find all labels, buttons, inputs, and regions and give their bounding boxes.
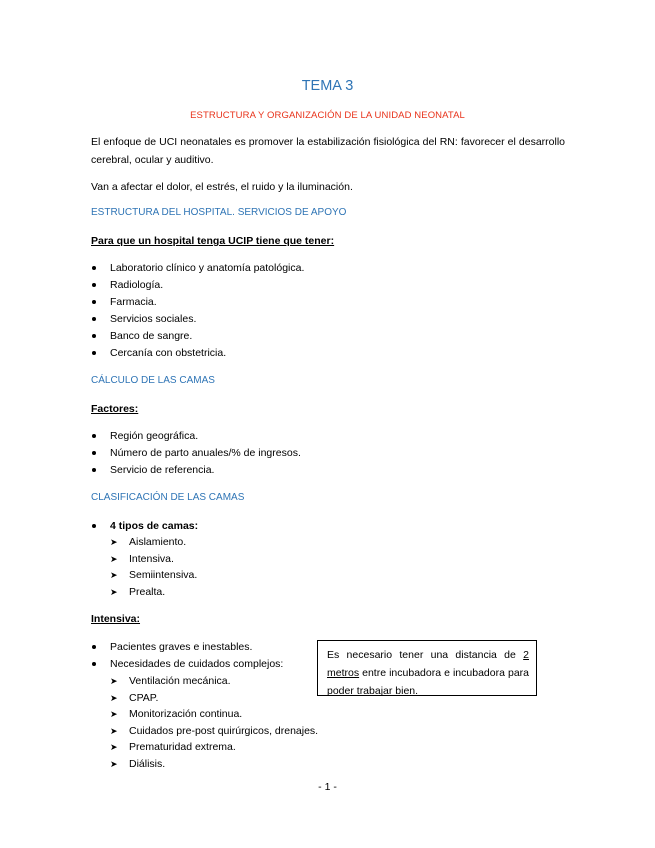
bullet-icon <box>92 334 96 338</box>
factores-list <box>91 428 301 479</box>
section-heading-clasificacion: CLASIFICACIÓN DE LAS CAMAS <box>91 492 245 503</box>
arrow-right-icon: ➤ <box>110 537 118 547</box>
intro-paragraph: El enfoque de UCI neonatales es promover la estabilización fisiológica del RN: favorecer el desarrollo cerebral, ocular y auditivo. <box>91 136 565 166</box>
list-item: Región geográfica. <box>91 428 301 445</box>
list-item: Banco de sangre. <box>91 328 304 345</box>
note-box <box>317 640 537 696</box>
bullet-icon <box>92 662 96 666</box>
list-item: ➤ Prematuridad extrema. <box>110 739 318 756</box>
list-item: 4 tipos de camas: <box>91 518 198 535</box>
arrow-right-icon: ➤ <box>110 570 118 580</box>
bullet-icon <box>92 283 96 287</box>
list-item: Número de parto anuales/% de ingresos. <box>91 445 301 462</box>
subheading-hospital: Para que un hospital tenga UCIP tiene que tener: <box>91 235 335 247</box>
list-item: ➤ Monitorización continua. <box>110 706 318 723</box>
list-item: Radiología. <box>91 277 304 294</box>
cuidados-list <box>110 673 318 772</box>
list-item: Laboratorio clínico y anatomía patológica. <box>91 260 304 277</box>
list-item: Necesidades de cuidados complejos: <box>91 656 283 673</box>
arrow-right-icon: ➤ <box>110 725 118 736</box>
section-heading-camas: CÁLCULO DE LAS CAMAS <box>91 375 215 386</box>
bullet-icon <box>92 351 96 355</box>
bullet-icon <box>92 434 96 438</box>
arrow-right-icon: ➤ <box>110 553 118 564</box>
page-subtitle: ESTRUCTURA Y ORGANIZACIÓN DE LA UNIDAD NEONATAL <box>190 110 465 121</box>
page-number: - 1 - <box>318 781 337 793</box>
subheading-intensiva: Intensiva: <box>91 613 141 625</box>
bullet-icon <box>92 468 96 472</box>
bullet-icon <box>92 524 96 528</box>
list-item: ➤ Diálisis. <box>110 756 318 773</box>
section-heading-hospital: ESTRUCTURA DEL HOSPITAL. SERVICIOS DE APOYO <box>91 207 347 218</box>
list-item: ➤ Prealta. <box>110 584 197 601</box>
list-item: ➤ Cuidados pre-post quirúrgicos, drenajes. <box>110 723 318 740</box>
list-item: Cercanía con obstetricia. <box>91 345 304 362</box>
bullet-icon <box>92 645 96 649</box>
intro-paragraph-2: Van a afectar el dolor, el estrés, el ruido y la iluminación. <box>91 181 353 193</box>
arrow-right-icon: ➤ <box>110 676 118 686</box>
list-item: Pacientes graves e inestables. <box>91 639 283 656</box>
arrow-right-icon: ➤ <box>110 742 118 752</box>
clasificacion-list <box>91 518 198 535</box>
list-item: ➤ CPAP. <box>110 690 318 707</box>
bullet-icon <box>92 300 96 304</box>
bullet-icon <box>92 451 96 455</box>
intensiva-list <box>91 639 283 673</box>
arrow-right-icon: ➤ <box>110 758 118 769</box>
list-item: Farmacia. <box>91 294 304 311</box>
note-text-after: entre incubadora e incubadora para poder trabajar bien. <box>327 667 529 697</box>
bullet-icon <box>92 317 96 321</box>
list-item: ➤ Semiintensiva. <box>110 567 197 584</box>
list-item: ➤ Intensiva. <box>110 551 197 568</box>
arrow-right-icon: ➤ <box>110 586 118 597</box>
arrow-right-icon: ➤ <box>110 692 118 703</box>
hospital-list <box>91 260 304 362</box>
list-item: Servicio de referencia. <box>91 462 301 479</box>
bullet-icon <box>92 266 96 270</box>
subheading-factores: Factores: <box>91 403 139 415</box>
tipos-camas-list <box>110 534 197 600</box>
note-emphasis: 2 metros <box>327 649 529 679</box>
note-text-before: Es necesario tener una distancia de <box>327 649 524 661</box>
page-title: TEMA 3 <box>301 78 354 94</box>
arrow-right-icon: ➤ <box>110 709 118 719</box>
list-item: ➤ Aislamiento. <box>110 534 197 551</box>
list-item: ➤ Ventilación mecánica. <box>110 673 318 690</box>
list-item: Servicios sociales. <box>91 311 304 328</box>
